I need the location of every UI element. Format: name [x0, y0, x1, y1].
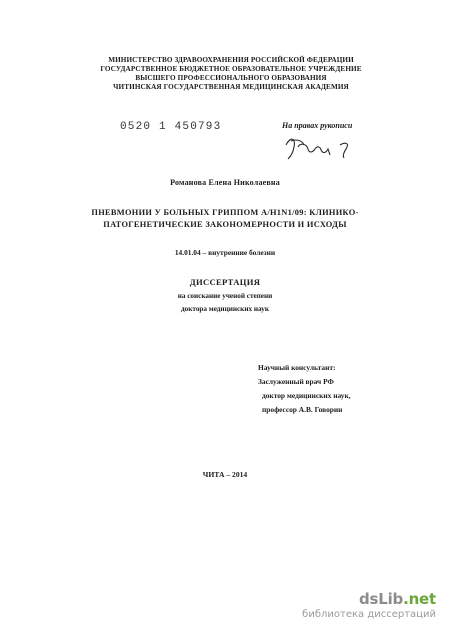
city-year: ЧИТА – 2014 [202, 470, 248, 479]
watermark-logo-main: dsLib [358, 590, 404, 608]
dslib-watermark [302, 590, 436, 620]
rights-note: На правах рукописи [282, 121, 353, 130]
registration-number: 0520 1 450793 [120, 121, 222, 133]
consultant-line-2: доктор медицинских наук, [262, 391, 351, 400]
watermark-subtitle: библиотека диссертаций [302, 609, 436, 620]
ministry-line-2: ГОСУДАРСТВЕННОЕ БЮДЖЕТНОЕ ОБРАЗОВАТЕЛЬНОЕ УЧРЕЖДЕНИЕ [100, 65, 362, 73]
watermark-logo-suffix: .net [403, 590, 436, 608]
ministry-line-3: ВЫСШЕГО ПРОФЕССИОНАЛЬНОГО ОБРАЗОВАНИЯ [135, 74, 327, 82]
consultant-label: Научный консультант: [258, 363, 336, 372]
ministry-line-4: ЧИТИНСКАЯ ГОСУДАРСТВЕННАЯ МЕДИЦИНСКАЯ АКАДЕМИЯ [113, 83, 349, 91]
thesis-title-line-2: ПАТОГЕНЕТИЧЕСКИЕ ЗАКОНОМЕРНОСТИ И ИСХОДЫ [103, 220, 347, 229]
thesis-title-line-1: ПНЕВМОНИИ У БОЛЬНЫХ ГРИППОМ A/H1N1/09: КЛИНИКО- [91, 208, 359, 217]
handwritten-signature [282, 131, 362, 165]
consultant-line-1: Заслуженный врач РФ [258, 377, 334, 386]
consultant-line-3: профессор А.В. Говорин [262, 405, 343, 414]
specialty-code: 14.01.04 – внутренние болезни [174, 248, 276, 257]
ministry-line-1: МИНИСТЕРСТВО ЗДРАВООХРАНЕНИЯ РОССИЙСКОЙ ФЕДЕРАЦИИ [108, 56, 354, 64]
author-name: Романова Елена Николаевна [170, 178, 280, 187]
degree-line-1: на соискание ученой степени [177, 292, 273, 300]
degree-line-2: доктора медицинских наук [181, 305, 269, 313]
watermark-logo [302, 590, 436, 608]
dissertation-heading: ДИССЕРТАЦИЯ [189, 277, 261, 287]
